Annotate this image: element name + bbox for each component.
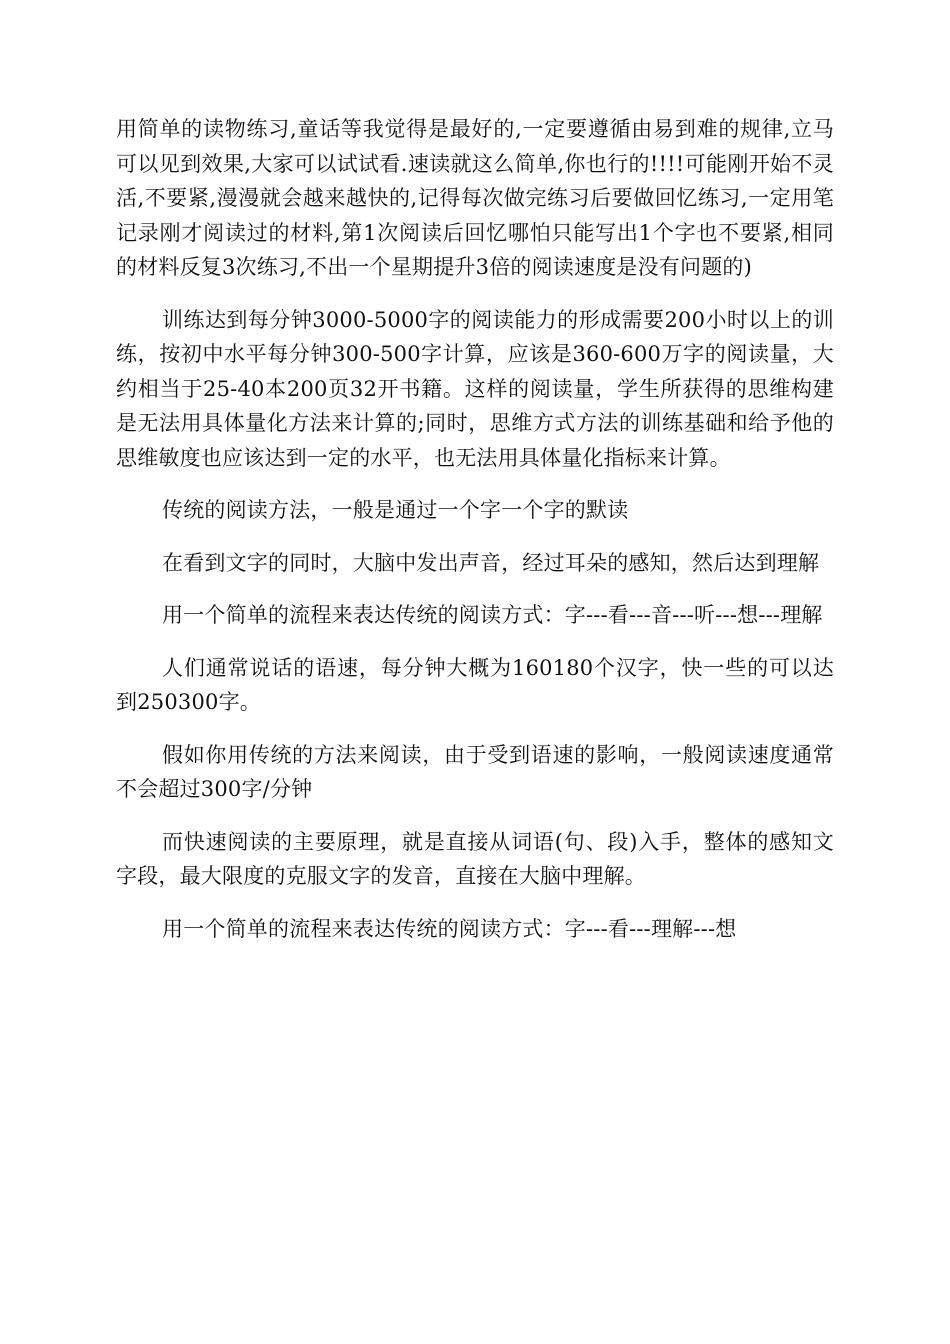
paragraph-gap — [116, 807, 834, 825]
paragraph-7: 假如你用传统的方法来阅读，由于受到语速的影响，一般阅读速度通常不会超过300字/分钟 — [116, 742, 834, 801]
paragraph-3: 传统的阅读方法，一般是通过一个字一个字的默读 — [162, 498, 629, 522]
paragraph-4: 在看到文字的同时，大脑中发出声音，经过耳朵的感知，然后达到理解 — [162, 550, 820, 575]
paragraph-gap — [116, 894, 834, 912]
paragraph-6: 人们通常说话的语速，每分钟大概为160180个汉字，快一些的可以达到250300字。 — [116, 655, 834, 714]
paragraph-8: 而快速阅读的主要原理，就是直接从词语(句、段)入手，整体的感知文字段，最大限度的克服文字的发音，直接在大脑中理解。 — [116, 829, 834, 888]
paragraph-1: 用简单的读物练习,童话等我觉得是最好的,一定要遵循由易到难的规律,立马可以见到效果,大家可以试试看.速读就这么简单,你也行的!!!!可能刚开始不灵活,不要紧,漫漫就会越来越快的,记得每次做完练习后要做回忆练习,一定用笔记录刚才阅读过的材料,第1次阅读后回忆哪怕只能写出1个字也不要紧,相同的材料反复3次练习,不出一个星期提升3倍的阅读速度是没有问题的) — [116, 117, 834, 279]
paragraph-2: 训练达到每分钟3000-5000字的阅读能力的形成需要200小时以上的训练，按初中水平每分钟300-500字计算，应该是360-600万字的阅读量，大约相当于25-40本200页32开书籍。这样的阅读量，学生所获得的思维构建是无法用具体量化方法来计算的;同时，思维方式方法的训练基础和给予他的思维敏度也应该达到一定的水平，也无法用具体量化指标来计算。 — [116, 307, 834, 470]
paragraph-gap — [116, 475, 834, 493]
paragraph-5: 用一个简单的流程来表达传统的阅读方式：字---看---音---听---想---理解 — [162, 603, 823, 627]
paragraph-9: 用一个简单的流程来表达传统的阅读方式：字---看---理解---想 — [162, 916, 737, 941]
paragraph-gap — [116, 720, 834, 738]
paragraph-gap — [116, 580, 834, 598]
paragraph-gap — [116, 528, 834, 546]
paragraph-gap — [116, 633, 834, 651]
paragraph-gap — [116, 285, 834, 303]
document-page — [116, 112, 834, 946]
